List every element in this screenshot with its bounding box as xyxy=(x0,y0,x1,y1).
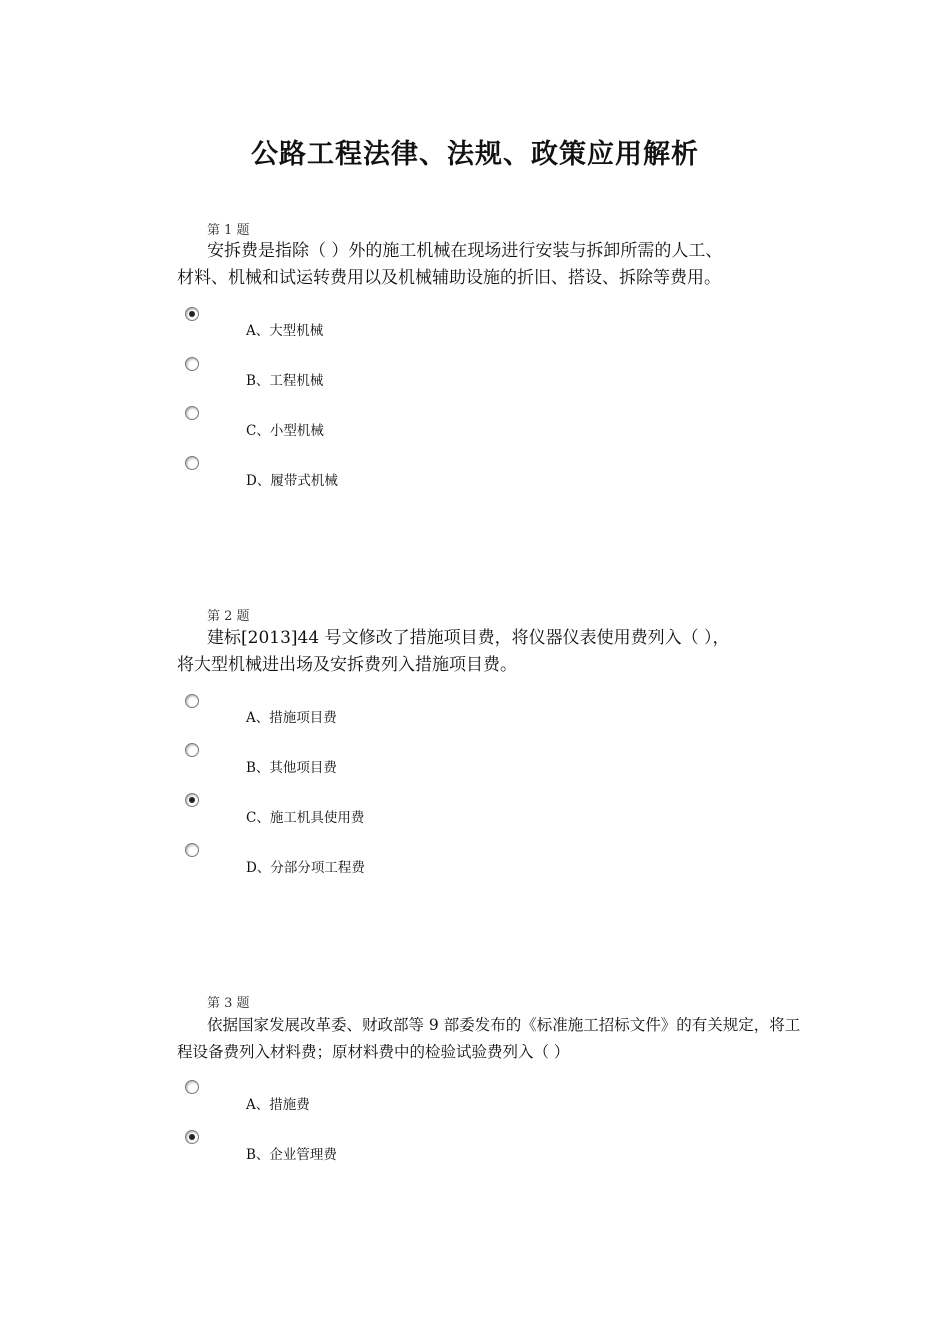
q2-option-a-radio[interactable] xyxy=(185,694,199,708)
q1-option-b-radio[interactable] xyxy=(185,357,199,371)
question-2-text xyxy=(177,625,817,679)
q2-option-c-radio[interactable] xyxy=(185,793,199,807)
q2-option-b-label: B、其他项目费 xyxy=(246,760,337,776)
q3-option-a-radio[interactable] xyxy=(185,1080,199,1094)
q3-option-b-radio[interactable] xyxy=(185,1130,199,1144)
question-3-text xyxy=(177,1012,827,1066)
question-1-text xyxy=(177,238,817,292)
q2-option-a-label: A、措施项目费 xyxy=(246,710,337,726)
question-1-line-1: 安拆费是指除（ ）外的施工机械在现场进行安装与拆卸所需的人工、 xyxy=(207,241,723,261)
q1-option-c-radio[interactable] xyxy=(185,406,199,420)
question-1-line-2: 材料、机械和试运转费用以及机械辅助设施的折旧、搭设、拆除等费用。 xyxy=(177,268,721,288)
q3-option-b-label: B、企业管理费 xyxy=(246,1147,337,1163)
q3-option-a-label: A、措施费 xyxy=(246,1097,310,1113)
question-3-label: 第 3 题 xyxy=(207,996,250,1011)
q2-option-c-label: C、施工机具使用费 xyxy=(246,810,365,826)
q1-option-b-label: B、工程机械 xyxy=(246,373,324,389)
q1-option-c-label: C、小型机械 xyxy=(246,423,324,439)
page-title: 公路工程法律、法规、政策应用解析 xyxy=(251,139,699,170)
q1-option-d-label: D、履带式机械 xyxy=(246,473,338,489)
q2-option-d-label: D、分部分项工程费 xyxy=(246,860,365,876)
q2-option-b-radio[interactable] xyxy=(185,743,199,757)
q1-option-a-radio[interactable] xyxy=(185,307,199,321)
question-2-label: 第 2 题 xyxy=(207,609,250,624)
question-3-line-2: 程设备费列入材料费；原材料费中的检验试验费列入（ ） xyxy=(177,1043,570,1061)
question-1-label: 第 1 题 xyxy=(207,223,250,238)
q1-option-a-label: A、大型机械 xyxy=(246,323,324,339)
question-2-line-2: 将大型机械进出场及安拆费列入措施项目费。 xyxy=(177,655,517,675)
question-2-line-1: 建标[2013]44 号文修改了措施项目费，将仪器仪表使用费列入（ ）， xyxy=(207,628,730,648)
question-3-line-1: 依据国家发展改革委、财政部等 9 部委发布的《标准施工招标文件》的有关规定，将工 xyxy=(207,1016,801,1034)
q1-option-d-radio[interactable] xyxy=(185,456,199,470)
q2-option-d-radio[interactable] xyxy=(185,843,199,857)
